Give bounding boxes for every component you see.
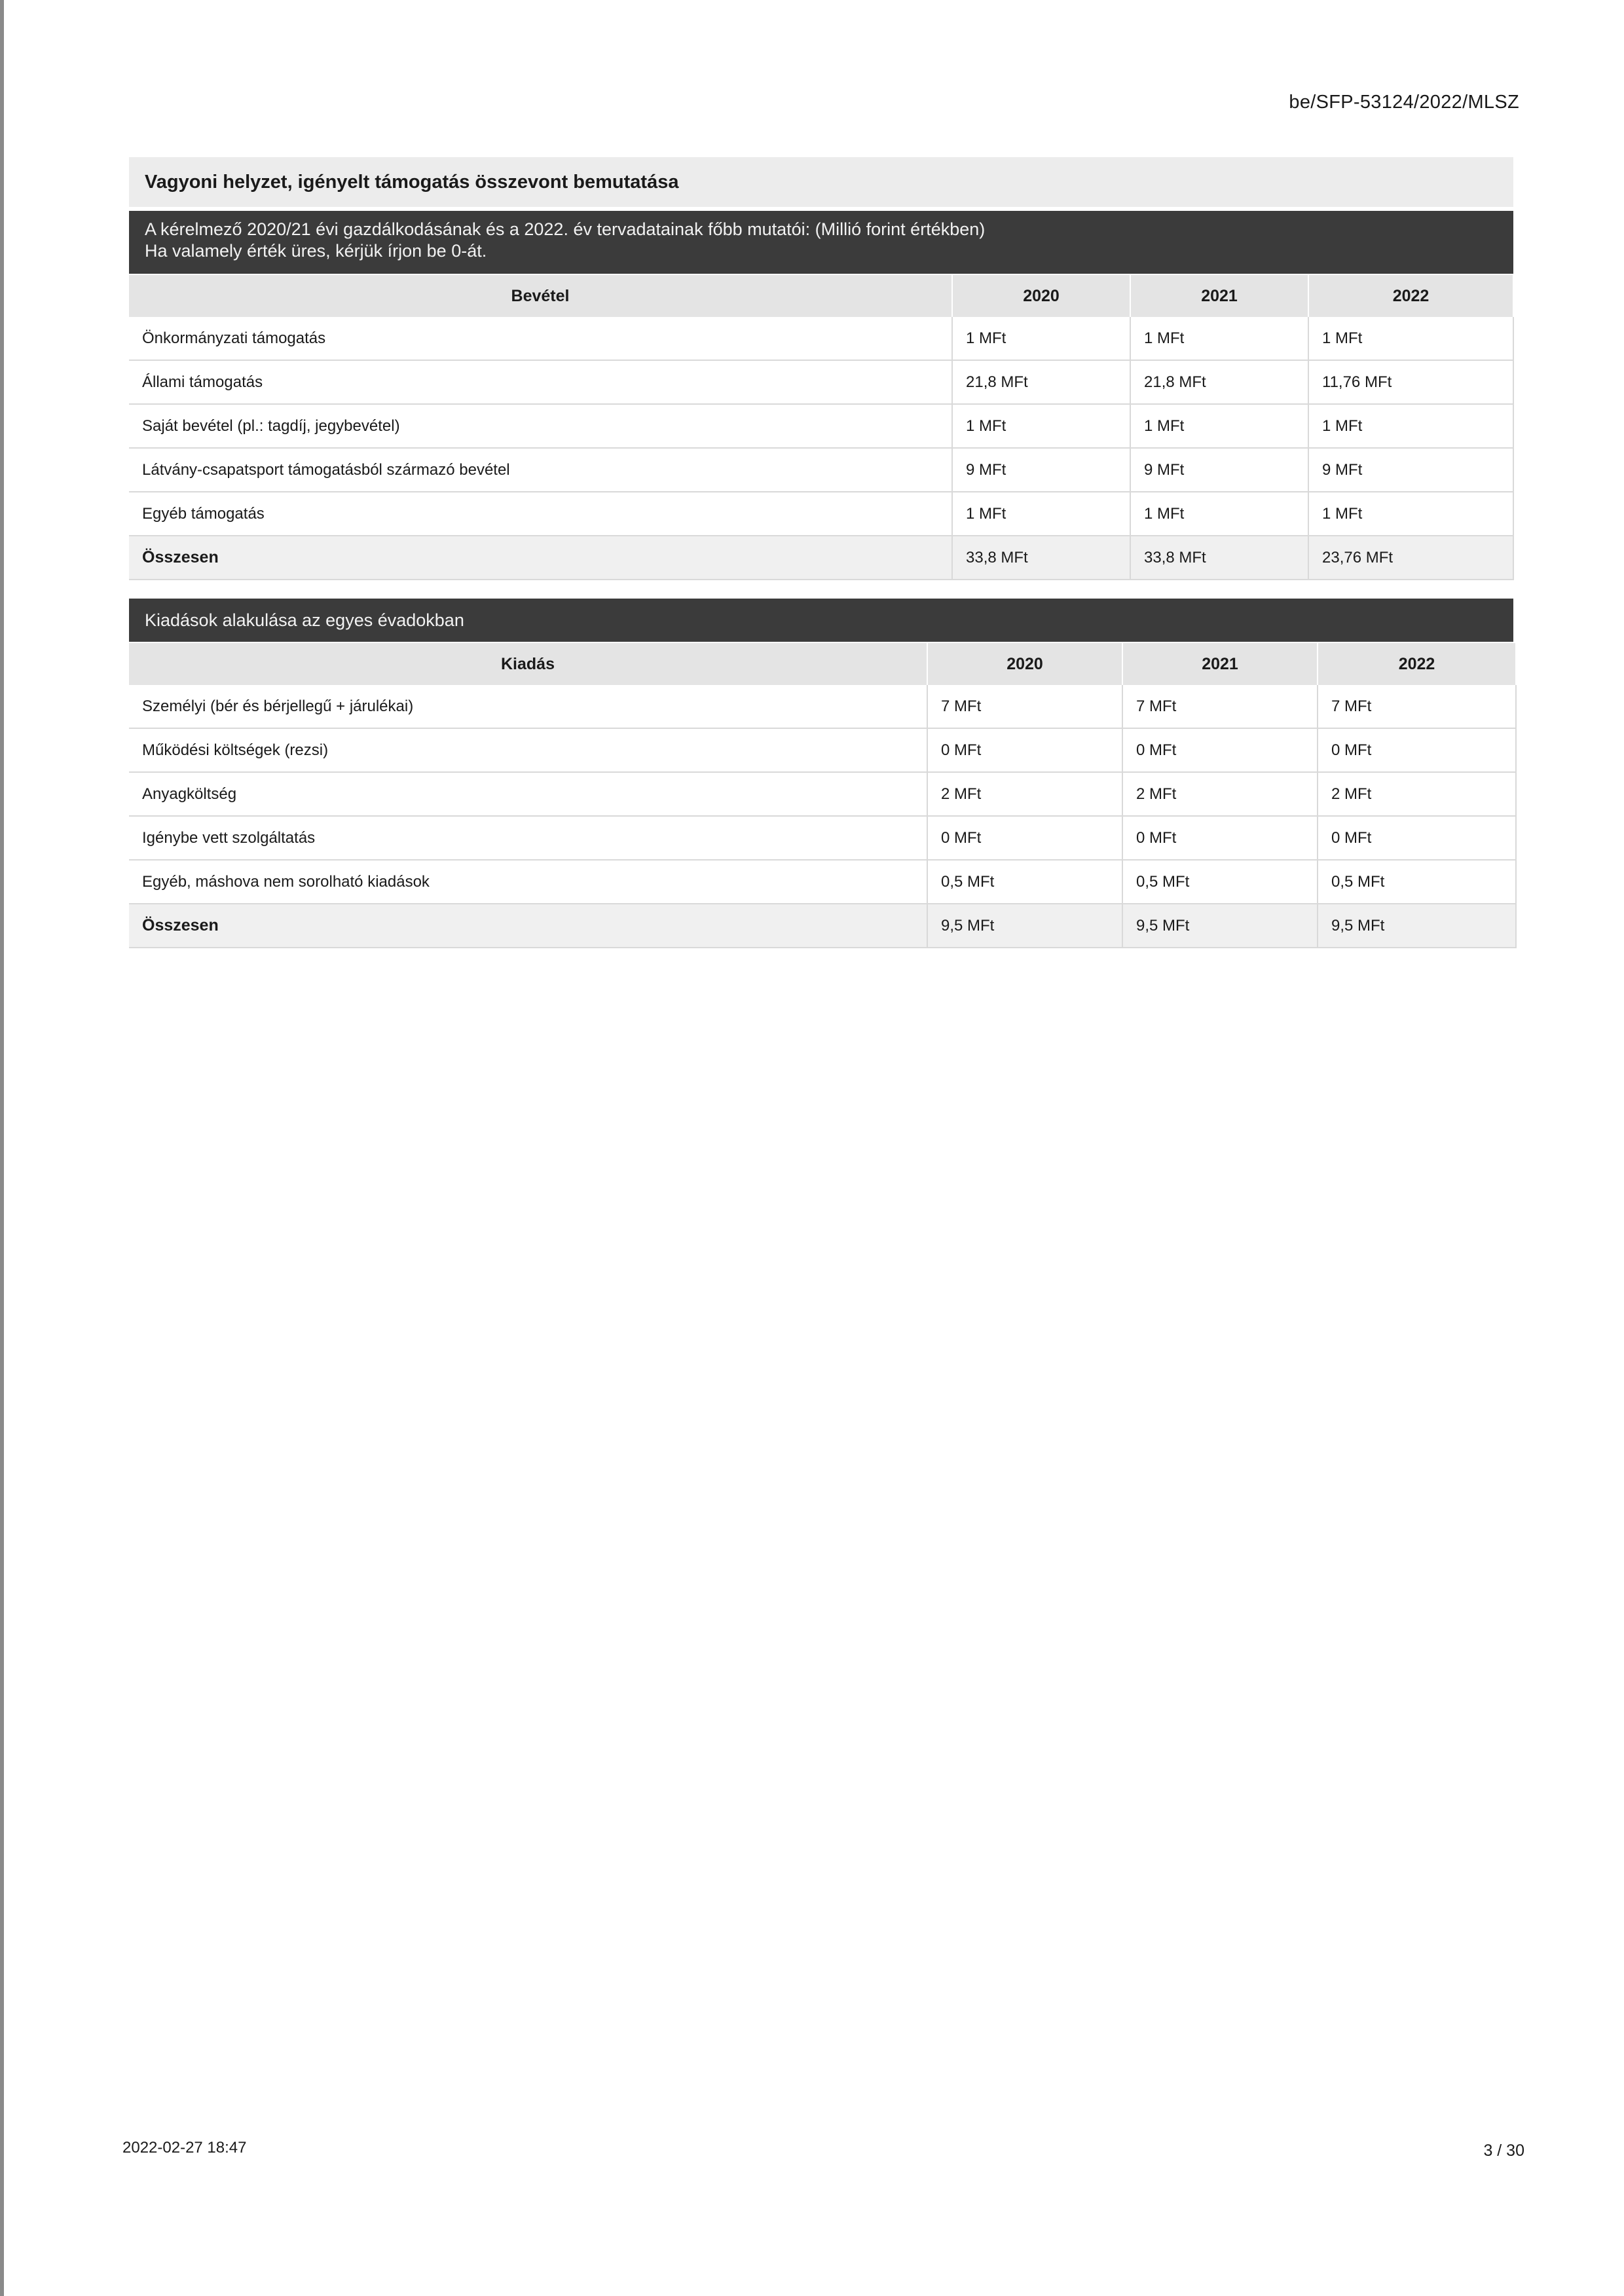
value-2021: 0,5 MFt: [1122, 860, 1318, 904]
expenses-table-header-row: [129, 643, 1516, 685]
value-2021: 2 MFt: [1122, 772, 1318, 816]
row-label: Látvány-csapatsport támogatásból származó bevétel: [129, 448, 952, 492]
column-header-2021: 2021: [1122, 643, 1318, 685]
value-2020: 2 MFt: [927, 772, 1122, 816]
value-2020: 0,5 MFt: [927, 860, 1122, 904]
value-2022: 0,5 MFt: [1318, 860, 1516, 904]
row-label: Egyéb támogatás: [129, 492, 952, 536]
income-table-header-row: [129, 275, 1513, 317]
value-2022: 1 MFt: [1308, 492, 1513, 536]
value-2021: 1 MFt: [1130, 317, 1308, 360]
total-2021: 9,5 MFt: [1122, 904, 1318, 948]
scan-edge: [0, 0, 4, 2296]
total-2021: 33,8 MFt: [1130, 536, 1308, 580]
column-header-2022: 2022: [1318, 643, 1516, 685]
column-header-2022: 2022: [1308, 275, 1513, 317]
column-header-2020: 2020: [927, 643, 1122, 685]
section-title-text: Vagyoni helyzet, igényelt támogatás összevont bemutatása: [145, 171, 679, 193]
row-label: Saját bevétel (pl.: tagdíj, jegybevétel): [129, 404, 952, 448]
table-row: [129, 404, 1513, 448]
total-2022: 23,76 MFt: [1308, 536, 1513, 580]
total-2020: 33,8 MFt: [952, 536, 1130, 580]
total-2020: 9,5 MFt: [927, 904, 1122, 948]
value-2020: 21,8 MFt: [952, 360, 1130, 404]
row-label: Állami támogatás: [129, 360, 952, 404]
value-2020: 7 MFt: [927, 685, 1122, 728]
value-2020: 1 MFt: [952, 404, 1130, 448]
total-row: [129, 904, 1516, 948]
total-label: Összesen: [129, 904, 927, 948]
table-row: [129, 448, 1513, 492]
value-2021: 9 MFt: [1130, 448, 1308, 492]
document-reference: be/SFP-53124/2022/MLSZ: [1289, 92, 1519, 113]
income-table: [129, 275, 1514, 580]
value-2022: 2 MFt: [1318, 772, 1516, 816]
value-2021: 1 MFt: [1130, 492, 1308, 536]
total-row: [129, 536, 1513, 580]
table-row: [129, 492, 1513, 536]
value-2021: 7 MFt: [1122, 685, 1318, 728]
total-2022: 9,5 MFt: [1318, 904, 1516, 948]
value-2022: 7 MFt: [1318, 685, 1516, 728]
value-2022: 1 MFt: [1308, 317, 1513, 360]
expenses-header: [129, 599, 1513, 642]
section-title: [129, 157, 1513, 207]
expenses-table: [129, 643, 1517, 948]
value-2021: 0 MFt: [1122, 816, 1318, 860]
footer-timestamp: 2022-02-27 18:47: [122, 2139, 247, 2157]
table-row: [129, 728, 1516, 772]
table-row: [129, 860, 1516, 904]
value-2020: 1 MFt: [952, 317, 1130, 360]
income-header: [129, 211, 1513, 274]
value-2021: 0 MFt: [1122, 728, 1318, 772]
value-2022: 9 MFt: [1308, 448, 1513, 492]
total-label: Összesen: [129, 536, 952, 580]
table-row: [129, 816, 1516, 860]
table-row: [129, 360, 1513, 404]
value-2020: 0 MFt: [927, 816, 1122, 860]
table-row: [129, 317, 1513, 360]
column-header-bevetel: Bevétel: [129, 275, 952, 317]
expenses-header-text: Kiadások alakulása az egyes évadokban: [145, 610, 464, 630]
page-number: 3 / 30: [1483, 2141, 1524, 2160]
row-label: Egyéb, máshova nem sorolható kiadások: [129, 860, 927, 904]
value-2022: 0 MFt: [1318, 816, 1516, 860]
value-2022: 11,76 MFt: [1308, 360, 1513, 404]
row-label: Anyagköltség: [129, 772, 927, 816]
value-2022: 1 MFt: [1308, 404, 1513, 448]
row-label: Igénybe vett szolgáltatás: [129, 816, 927, 860]
value-2020: 9 MFt: [952, 448, 1130, 492]
table-row: [129, 772, 1516, 816]
column-header-kiadas: Kiadás: [129, 643, 927, 685]
income-header-line2: Ha valamely érték üres, kérjük írjon be 0-át.: [145, 241, 487, 261]
row-label: Működési költségek (rezsi): [129, 728, 927, 772]
value-2020: 1 MFt: [952, 492, 1130, 536]
column-header-2020: 2020: [952, 275, 1130, 317]
row-label: Személyi (bér és bérjellegű + járulékai): [129, 685, 927, 728]
income-header-line1: A kérelmező 2020/21 évi gazdálkodásának és a 2022. év tervadatainak főbb mutatói: (Millió forint értékben): [145, 219, 986, 239]
value-2021: 21,8 MFt: [1130, 360, 1308, 404]
table-row: [129, 685, 1516, 728]
row-label: Önkormányzati támogatás: [129, 317, 952, 360]
column-header-2021: 2021: [1130, 275, 1308, 317]
value-2021: 1 MFt: [1130, 404, 1308, 448]
value-2020: 0 MFt: [927, 728, 1122, 772]
value-2022: 0 MFt: [1318, 728, 1516, 772]
